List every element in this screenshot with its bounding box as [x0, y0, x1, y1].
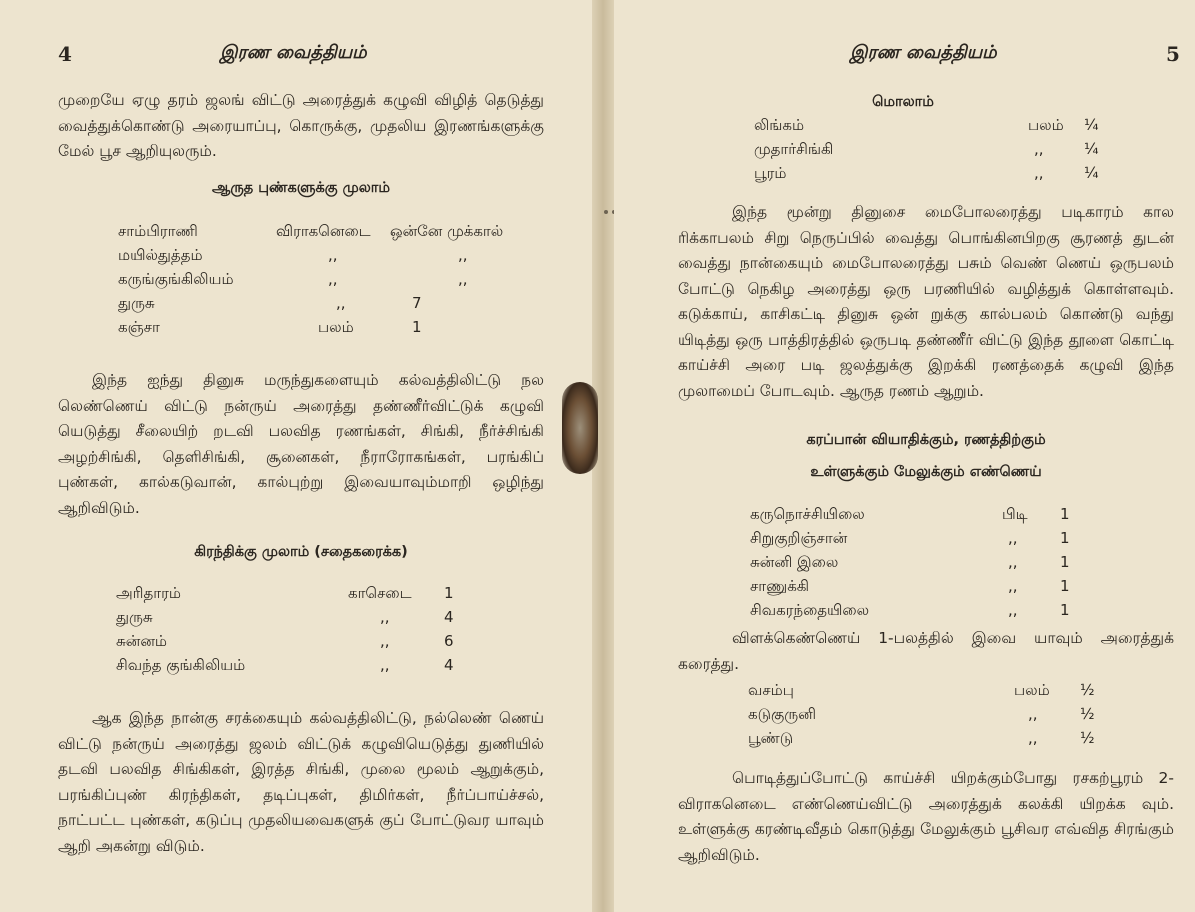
- ingredient-name: துருசு: [116, 608, 153, 626]
- ingredient-list: [750, 505, 1170, 625]
- ingredient-unit: பலம்: [1028, 116, 1064, 134]
- ingredient-qty: ,,: [458, 246, 468, 264]
- ingredient-row: [116, 608, 546, 632]
- ingredient-name: கருநொச்சியிலை: [750, 505, 865, 523]
- ingredient-unit: ,,: [1008, 529, 1018, 547]
- ingredient-unit: பிடி: [1002, 505, 1028, 523]
- ingredient-qty: 1: [1060, 577, 1070, 595]
- ingredient-name: சிறுகுறிஞ்சான்: [750, 529, 848, 547]
- section-paragraph: இந்த மூன்று தினுசை மைபோலரைத்து படிகாரம் கால ரிக்காபலம் சிறு நெருப்பில் வைத்து பொங்கினபிறகு சூரணத் துடன் வைத்து நான்கையும் மைபோலரைத்து பசும் வெண் ணெய் ஒருபலம் போட்டு நெகிழ அரைத்து ஒரு பரணியில் வழித்துக் கொள்ளவும். கடுக்காய், காசிகட்டி தினுசு ஒன் றுக்கு கால்பலம் கொண்டு வந்து யிடித்து ஒரு பாத்திரத்தில் ஒருபடி தண்ணீர் விட்டு இந்த தூளை கொட்டி காய்ச்சி அரை படி ஜலத்துக்கு இறக்கி ரணத்தைக் கழுவி இந்த முலாமைப் போடவும். ஆருத ரணம் ஆறும்.: [678, 203, 1174, 400]
- ingredient-qty: 7: [412, 294, 422, 312]
- ingredient-unit: காசெடை: [348, 584, 412, 602]
- ingredient-unit: ,,: [1008, 601, 1018, 619]
- ingredient-row: [754, 164, 1174, 188]
- ingredient-unit: ,,: [1028, 729, 1038, 747]
- ingredient-qty: ஒன்னே முக்கால்: [390, 222, 504, 240]
- section-heading: உள்ளுக்கும் மேலுக்கும் எண்ணெய்: [810, 464, 1042, 480]
- ingredient-unit: ,,: [1034, 140, 1044, 158]
- ingredient-qty: ½: [1080, 729, 1095, 747]
- ingredient-qty: 1: [444, 584, 454, 602]
- ingredient-row: [748, 729, 1168, 753]
- ingredient-name: பூண்டு: [748, 729, 794, 747]
- ingredient-unit: பலம்: [318, 318, 354, 336]
- ingredient-row: [748, 681, 1168, 705]
- ingredient-name: சிவந்த குங்கிலியம்: [116, 656, 246, 674]
- ingredient-qty: ½: [1080, 681, 1095, 699]
- ingredient-row: [116, 584, 546, 608]
- ingredient-row: [118, 222, 548, 246]
- ingredient-qty: 4: [444, 656, 454, 674]
- section-paragraph: ஆக இந்த நான்கு சரக்கையும் கல்வத்திலிட்டு, நல்லெண் ணெய் விட்டு நன்ருய் அரைத்து ஜலம் விட்டுக் கழுவியெடுத்து துணியில் தடவி பலவித சிங்கிகள், இரத்த சிங்கி, முலை மூலம் ஆறுக்கும், பரங்கிப்புண் கிரந்திகள், தடிப்புகள், திமிர்கள், நீர்ப்பாய்ச்சல், நாட்பட்ட புண்கள், கடுப்பு முதலியவைகளுக் குப் போட்டுவர யாவும் ஆறி அகன்று விடும்.: [58, 709, 544, 855]
- ingredient-qty: ,,: [458, 270, 468, 288]
- running-title: இரண வைத்தியம்: [220, 42, 367, 63]
- ingredient-qty: 1: [1060, 505, 1070, 523]
- ingredient-qty: ¼: [1084, 164, 1099, 182]
- ingredient-unit: ,,: [380, 632, 390, 650]
- ingredient-row: [118, 294, 548, 318]
- ingredient-name: சாம்பிராணி: [118, 222, 198, 240]
- ingredient-name: கஞ்சா: [118, 318, 160, 336]
- ingredient-qty: ¼: [1084, 116, 1099, 134]
- section-heading: கரப்பான் வியாதிக்கும், ரணத்திற்கும்: [806, 432, 1046, 448]
- ingredient-name: கருங்குங்கிலியம்: [118, 270, 234, 288]
- ingredient-row: [750, 601, 1170, 625]
- ingredient-unit: ,,: [328, 246, 338, 264]
- ingredient-list: [118, 222, 548, 342]
- ingredient-unit: ,,: [1034, 164, 1044, 182]
- section-paragraph: விளக்கெண்ணெய் 1-பலத்தில் இவை யாவும் அரைத்துக் கரைத்து.: [678, 629, 1174, 673]
- ingredient-qty: ½: [1080, 705, 1095, 723]
- ingredient-qty: 6: [444, 632, 454, 650]
- ingredient-row: [750, 529, 1170, 553]
- ingredient-name: லிங்கம்: [754, 116, 805, 134]
- ingredient-unit: ,,: [336, 294, 346, 312]
- ingredient-unit: விராகனெடை: [276, 222, 371, 240]
- section-heading: ஆருத புண்களுக்கு முலாம்: [212, 180, 390, 196]
- ingredient-list: [116, 584, 546, 680]
- right-page-content: [614, 0, 1195, 912]
- ingredient-row: [118, 318, 548, 342]
- ingredient-unit: ,,: [380, 656, 390, 674]
- ingredient-qty: 1: [1060, 553, 1070, 571]
- intro-paragraph: முறையே ஏழு தரம் ஜலங் விட்டு அரைத்துக் கழுவி விழித் தெடுத்து வைத்துக்கொண்டு அரையாப்பு, கொருக்கு, முதலிய இரணங்களுக்கு மேல் பூச ஆறியுலரும்.: [58, 91, 544, 160]
- ingredient-list: [754, 116, 1174, 188]
- burn-stain: [562, 382, 598, 474]
- ingredient-name: மயில்துத்தம்: [118, 246, 203, 264]
- section-heading: கிரந்திக்கு முலாம் (சதைகரைக்க): [194, 544, 408, 560]
- ingredient-row: [748, 705, 1168, 729]
- ingredient-row: [750, 505, 1170, 529]
- ingredient-unit: ,,: [328, 270, 338, 288]
- ingredient-row: [116, 656, 546, 680]
- page-number: 4: [58, 42, 72, 66]
- ingredient-unit: ,,: [1008, 553, 1018, 571]
- running-title: இரண வைத்தியம்: [850, 42, 997, 63]
- ingredient-unit: ,,: [380, 608, 390, 626]
- ingredient-unit: ,,: [1028, 705, 1038, 723]
- ingredient-list: [748, 681, 1168, 753]
- ingredient-row: [116, 632, 546, 656]
- ingredient-name: துருசு: [118, 294, 155, 312]
- ingredient-name: கடுகுருனி: [748, 705, 817, 723]
- ingredient-row: [750, 553, 1170, 577]
- ingredient-qty: 1: [1060, 529, 1070, 547]
- ingredient-row: [118, 270, 548, 294]
- ingredient-qty: 4: [444, 608, 454, 626]
- section-paragraph: இந்த ஐந்து தினுசு மருந்துகளையும் கல்வத்திலிட்டு நல லெண்ணெய் விட்டு நன்ருய் அரைத்து தண்ணீர்விட்டுக் கழுவி யெடுத்து சீலையிற் றடவி பலவித ரணங்கள், சிங்கி, நீர்ச்சிங்கி அழற்சிங்கி, தெளிசிங்கி, சூனைகள், நீராரோகங்கள், பரங்கிப் புண்கள், கால்கடுவான், கால்புற்று இவையாவும்மாறி ஒழிந்து ஆறிவிடும்.: [58, 371, 544, 517]
- ingredient-qty: ¼: [1084, 140, 1099, 158]
- ingredient-name: சுன்னம்: [116, 632, 167, 650]
- ingredient-unit: பலம்: [1014, 681, 1050, 699]
- ingredient-row: [754, 140, 1174, 164]
- ingredient-name: அரிதாரம்: [116, 584, 181, 602]
- ingredient-qty: 1: [1060, 601, 1070, 619]
- ingredient-unit: ,,: [1008, 577, 1018, 595]
- ingredient-name: வசம்பு: [748, 681, 794, 699]
- section-paragraph: பொடித்துப்போட்டு காய்ச்சி யிறக்கும்போது ரசகற்பூரம் 2-விராகனெடை எண்ணெய்விட்டு அரைத்துக் கலக்கி யிறக்க வும். உள்ளுக்கு கரண்டிவீதம் கொடுத்து மேலுக்கும் பூசிவர எவ்வித சிரங்கும் ஆறிவிடும்.: [678, 769, 1174, 864]
- ingredient-name: சுன்னி இலை: [750, 553, 839, 571]
- ingredient-row: [754, 116, 1174, 140]
- ingredient-name: சிவகரந்தையிலை: [750, 601, 870, 619]
- ingredient-name: முதார்சிங்கி: [754, 140, 834, 158]
- ingredient-row: [750, 577, 1170, 601]
- ingredient-row: [118, 246, 548, 270]
- ingredient-qty: 1: [412, 318, 422, 336]
- page-number: 5: [1166, 42, 1180, 66]
- section-heading: மொலாம்: [872, 94, 934, 110]
- ingredient-name: பூரம்: [754, 164, 787, 182]
- ingredient-name: சாணுக்கி: [750, 577, 810, 595]
